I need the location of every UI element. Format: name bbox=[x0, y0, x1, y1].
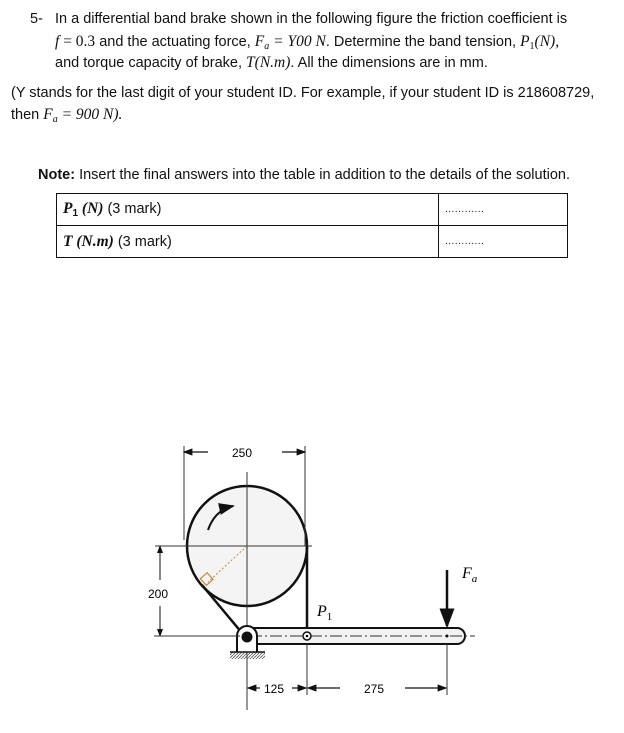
label-p1: $P_1$ bbox=[317, 603, 333, 623]
text-dimensions: . All the dimensions are in mm. bbox=[290, 55, 488, 71]
then-text: then bbox=[11, 107, 44, 123]
text-force: and the actuating force, bbox=[95, 34, 255, 50]
dim-200: 200 bbox=[148, 587, 169, 601]
math-f: f bbox=[55, 33, 60, 50]
answer-table bbox=[56, 193, 568, 258]
note-label: Note: bbox=[38, 167, 76, 183]
student-id-note-1 bbox=[11, 85, 594, 101]
band-brake-diagram bbox=[140, 430, 500, 720]
label-fa: $F_a$ bbox=[462, 565, 478, 585]
table-row bbox=[57, 194, 568, 226]
question-line-1 bbox=[55, 11, 567, 27]
table-row bbox=[57, 226, 568, 258]
math-fa: $F_a$ bbox=[254, 33, 270, 52]
question-line-2 bbox=[55, 33, 559, 52]
student-id-note-2 bbox=[11, 106, 122, 125]
question-text: In a differential band brake shown in the following figure the friction coefficient is bbox=[55, 11, 568, 27]
answer-field-torque[interactable]: ............ bbox=[439, 226, 568, 258]
answer-label-p1: $P_1$ (N) (3 mark) bbox=[57, 194, 439, 226]
math-fa-value: = Y00 N bbox=[269, 33, 326, 50]
question-number: 5- bbox=[30, 11, 43, 27]
math-p1: $P_1(N)$, bbox=[520, 33, 560, 52]
answer-field-p1[interactable]: ............ bbox=[439, 194, 568, 226]
math-fa-example-value: = 900 N). bbox=[57, 106, 123, 123]
answer-label-torque: T (N.m) (3 mark) bbox=[57, 226, 439, 258]
math-fa-example: $F_a$ bbox=[43, 106, 58, 125]
text-determine: . Determine the band tension, bbox=[325, 34, 521, 50]
dim-250: 250 bbox=[232, 446, 253, 460]
math-f-value: = 0.3 bbox=[59, 33, 96, 50]
note-text: Insert the final answers into the table in addition to the details of the solution. bbox=[75, 167, 570, 183]
text-torque: and torque capacity of brake, bbox=[55, 55, 247, 71]
question-line-3 bbox=[55, 54, 488, 72]
dim-125: 125 bbox=[264, 682, 285, 696]
math-torque: T(N.m) bbox=[246, 54, 291, 71]
dim-275: 275 bbox=[364, 682, 385, 696]
band-brake-figure bbox=[140, 430, 500, 720]
note-line bbox=[38, 167, 570, 183]
student-id-note-text: (Y stands for the last digit of your student ID. For example, if your student ID is 218608729, bbox=[11, 85, 595, 101]
